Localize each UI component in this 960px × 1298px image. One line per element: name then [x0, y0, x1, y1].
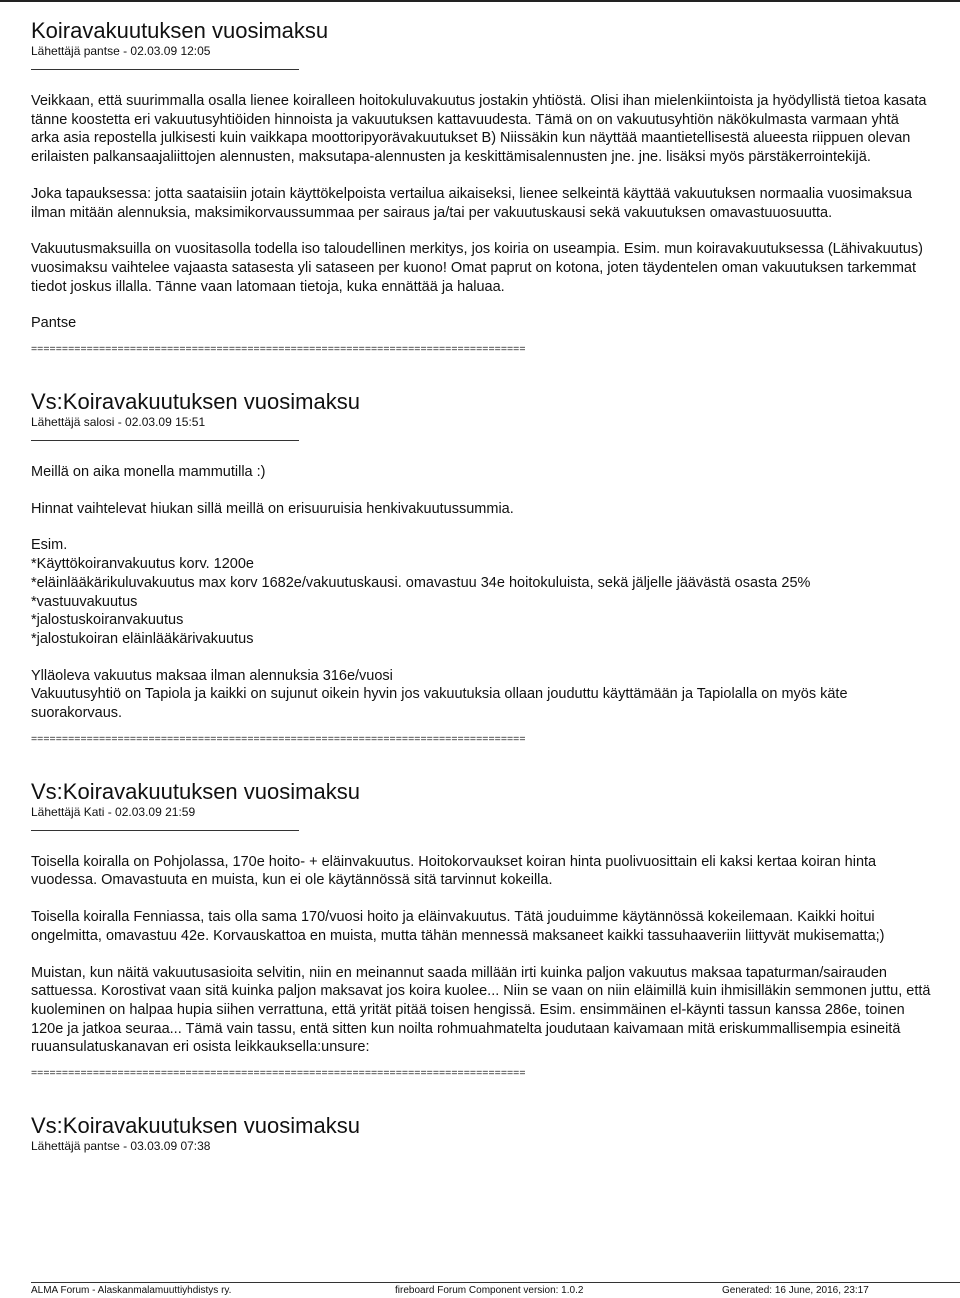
- post-signature: Pantse: [31, 315, 77, 332]
- post-title: Vs:Koiravakuutuksen vuosimaksu: [31, 1113, 360, 1139]
- footer-generated-date: Generated: 16 June, 2016, 23:17: [722, 1285, 869, 1296]
- post-paragraph: Veikkaan, että suurimmalla osalla lienee koiralleen hoitokuluvakuutus jostakin yhtiöstä. Olisi ihan mielenkiintoista ja hyödyllistä tietoa kasata tänne koostetta eri vakuutusyhtiöiden hinnoista ja vakuutuksen kattavuudesta. Tämä on on vakuutusyhtiön näkökulmasta varmaan yhtä arka asia repostella julkisesti kuin vaikkapa moottoripyorävakuutukset B) Niissäkin kun näyttää maantietellisestä alueesta riippuen olevan erilaisten palkansaajaliittojen alennusten, maksutapa-alennusten ja keskittämisalennusten jne. jne. lisäksi myös pärstäkerrointekijä.: [31, 93, 927, 166]
- post-paragraph: Ylläoleva vakuutus maksaa ilman alennuksia 316e/vuosi Vakuutusyhtiö on Tapiola ja kaikki on sujunut oikein hyvin jos vakuutuksia ollaan jouduttu käyttämään ja Tapiolalla on myös käte suorakorvaus.: [31, 667, 848, 722]
- forum-thread: [31, 20, 960, 1154]
- post-author-date: Lähettäjä pantse - 03.03.09 07:38: [31, 1139, 211, 1154]
- post-author-date: Lähettäjä salosi - 02.03.09 15:51: [31, 415, 206, 430]
- meta-divider: [31, 830, 299, 831]
- post-separator: ================================================================================: [31, 732, 526, 745]
- footer-component-version: fireboard Forum Component version: 1.0.2: [395, 1285, 584, 1296]
- post-paragraph: Hinnat vaihtelevat hiukan sillä meillä on erisuuruisia henkivakuutussummia.: [31, 500, 514, 517]
- post-body: [31, 853, 931, 1057]
- post-paragraph: Meillä on aika monella mammutilla :): [31, 464, 266, 481]
- post-body: [31, 92, 931, 333]
- top-border: [0, 0, 960, 2]
- post-title: Vs:Koiravakuutuksen vuosimaksu: [31, 389, 360, 415]
- post-paragraph: Joka tapauksessa: jotta saataisiin jotain käyttökelpoista vertailua aikaiseksi, lienee selkeintä käyttää vakuutuksen normaalia vuosimaksua ilman mitään alennuksia, maksimikorvaussummaa per sairaus ja/tai per vakuutuskausi sekä vakuutuksen omavastuuosuutta.: [31, 185, 912, 221]
- forum-post: [31, 20, 960, 355]
- footer-site-name: ALMA Forum - Alaskanmalamuuttiyhdistys ry.: [31, 1285, 232, 1296]
- post-separator: ================================================================================: [31, 343, 526, 356]
- post-paragraph: Muistan, kun näitä vakuutusasioita selvitin, niin en meinannut saada millään irti kuinka paljon vakuutus maksaa tapaturman/sairauden sattuessa. Korostivat vaan sitä kuinka paljon maksavat jos koira kuolee... Niin se vaan on niin eläimillä kuin ihmisilläkin semmonen juttu, että kuoleminen on halpaa hupia siihen verrattuna, että yrität pitää toisen hengissä. Esim. ensimmäinen el-käynti tassun kanssa 286e, toinen 120e ja jatkoa seuraa... Tämä vain tassu, entä sitten kun noilta rohmuahmatelta joudutaan kaivamaan mitä eriskummallisempia esineitä ruuansulatuskanavan eri osista leikkauksella:unsure:: [31, 964, 931, 1056]
- post-paragraph: Toisella koiralla Fenniassa, tais olla sama 170/vuosi hoito ja eläinvakuutus. Tätä jouduimme käytännössä kokeilemaan. Kaikki hoitui ongelmitta, omavastuu 42e. Korvauskattoa en muista, mutta tähän mennessä maksaneet kaikki tassuhaaveriin liittyvät mukisematta;): [31, 909, 885, 944]
- post-paragraph: Toisella koiralla on Pohjolassa, 170e hoito- + eläinvakuutus. Hoitokorvaukset koiran hinta puolivuosittain eli kaksi kertaa koiran hinta vuodessa. Omavastuuta en muista, kun ei ole käytännössä sitä tarvinnut kokeilla.: [31, 853, 877, 889]
- post-title: Vs:Koiravakuutuksen vuosimaksu: [31, 778, 360, 804]
- post-author-date: Lähettäjä Kati - 02.03.09 21:59: [31, 804, 196, 819]
- post-separator: ================================================================================: [31, 1067, 526, 1080]
- page-footer: [31, 1282, 960, 1298]
- forum-post: [31, 1115, 960, 1154]
- forum-post: [31, 778, 960, 1080]
- meta-divider: [31, 69, 299, 70]
- post-paragraph: Esim. *Käyttökoiranvakuutus korv. 1200e *eläinlääkärikuluvakuutus max korv 1682e/vakuutuskausi. omavastuu 34e hoitokuluista, sekä jäljelle jäävästä osasta 25% *vastuuvakuutus *jalostuskoiranvakuutus *jalostukoiran eläinlääkärivakuutus: [31, 537, 811, 647]
- post-title: Koiravakuutuksen vuosimaksu: [31, 18, 329, 43]
- post-body: [31, 463, 931, 723]
- forum-post: [31, 391, 960, 745]
- post-author-date: Lähettäjä pantse - 02.03.09 12:05: [31, 44, 211, 58]
- post-paragraph: Vakuutusmaksuilla on vuositasolla todella iso taloudellinen merkitys, jos koiria on useampia. Esim. mun koiravakuutuksessa (Lähivakuutus) vuosimaksu vaihtelee vajaasta satasesta yli sataseen per kuono! Omat paprut on kotona, joten täydentelen oman vakuutuksen tarkemmat tiedot joskus illalla. Tänne vaan latomaan tietoja, kuka ennättää ja haluaa.: [31, 241, 923, 295]
- meta-divider: [31, 440, 299, 441]
